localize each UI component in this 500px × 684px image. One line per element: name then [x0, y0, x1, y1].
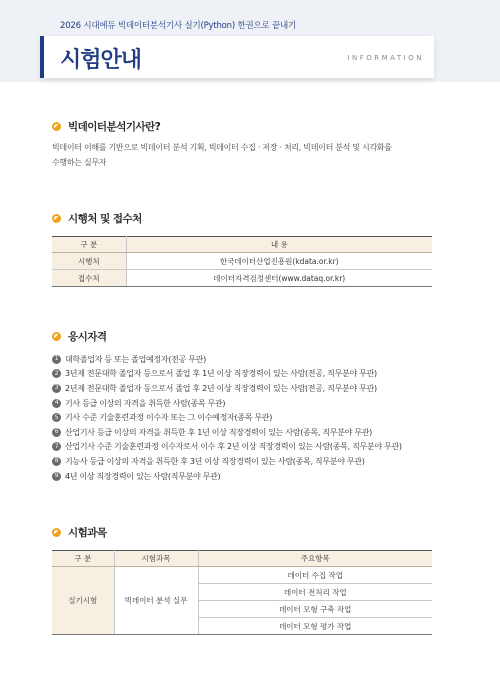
number-badge: 7 — [52, 442, 61, 451]
list-item — [52, 367, 436, 382]
list-item-text: 산업기사 등급 이상의 자격을 취득한 후 1년 이상 직장경력이 있는 사람(종목, 직무분야 무관) — [65, 427, 372, 437]
list-item-text: 2년제 전문대학 졸업자 등으로서 졸업 후 2년 이상 직장경력이 있는 사람(전공, 직무분야 무관) — [65, 383, 377, 393]
list-item — [52, 352, 436, 367]
section-qualification — [52, 328, 436, 483]
row-label: 접수처 — [52, 270, 126, 287]
number-badge: 1 — [52, 355, 61, 364]
row-value: 데이터자격검정센터(www.dataq.or.kr) — [126, 270, 432, 287]
section-bullet-icon — [52, 214, 61, 223]
section-title: 응시자격 — [68, 330, 107, 343]
list-item-text: 기사 수준 기술훈련과정 이수자 또는 그 이수예정자(종목 무관) — [65, 413, 273, 423]
list-item-text: 기사 등급 이상의 자격을 취득한 사람(종목 무관) — [65, 398, 226, 408]
number-badge: 5 — [52, 413, 61, 422]
item-cell: 데이터 모형 평가 작업 — [198, 618, 432, 635]
list-item-text: 3년제 전문대학 졸업자 등으로서 졸업 후 1년 이상 직장경력이 있는 사람(전공, 직무분야 무관) — [65, 369, 377, 379]
description-line: 수행하는 실무자 — [52, 158, 107, 167]
section-heading — [52, 210, 436, 226]
section-bullet-icon — [52, 528, 61, 537]
category-cell: 실기시험 — [52, 567, 114, 635]
section-title: 시행처 및 접수처 — [68, 212, 142, 225]
section-title: 빅데이터분석기사란? — [68, 120, 161, 133]
row-label: 시행처 — [52, 253, 126, 270]
list-item — [52, 396, 436, 411]
list-item — [52, 425, 436, 440]
item-cell: 데이터 전처리 작업 — [198, 584, 432, 601]
list-item — [52, 410, 436, 425]
section-heading — [52, 328, 436, 344]
table-header-cell: 내 용 — [126, 237, 432, 253]
list-item — [52, 440, 436, 455]
list-item — [52, 454, 436, 469]
number-badge: 6 — [52, 428, 61, 437]
table-row — [52, 253, 432, 270]
number-badge: 8 — [52, 457, 61, 466]
qualification-list — [52, 352, 436, 483]
list-item — [52, 381, 436, 396]
description-line: 빅데이터 이해를 기반으로 빅데이터 분석 기획, 빅데이터 수집 · 저장 · 처리, 빅데이터 분석 및 시각화를 — [52, 143, 392, 152]
table-row — [52, 270, 432, 287]
section-heading — [52, 118, 436, 134]
section-intro — [52, 118, 436, 170]
subject-cell: 빅데이터 분석 실무 — [114, 567, 198, 635]
section-description — [52, 140, 436, 170]
number-badge: 4 — [52, 399, 61, 408]
section-label: INFORMATION — [347, 54, 424, 62]
number-badge: 3 — [52, 384, 61, 393]
list-item-text: 산업기사 수준 기술훈련과정 이수자로서 이수 후 2년 이상 직장경력이 있는 사람(종목, 직무분야 무관) — [65, 442, 402, 452]
table-row — [52, 567, 432, 584]
section-title: 시험과목 — [68, 526, 107, 539]
table-header-cell: 주요항목 — [198, 551, 432, 567]
agency-table — [52, 236, 432, 287]
subjects-table — [52, 550, 432, 635]
book-title: 2026 시대에듀 빅데이터분석기사 실기(Python) 한권으로 끝내기 — [60, 21, 297, 31]
list-item-text: 기능사 등급 이상의 자격을 취득한 후 3년 이상 직장경력이 있는 사람(종목, 직무분야 무관) — [65, 456, 365, 466]
item-cell: 데이터 수집 작업 — [198, 567, 432, 584]
section-bullet-icon — [52, 332, 61, 341]
row-value: 한국데이터산업진흥원(kdata.or.kr) — [126, 253, 432, 270]
title-accent-bar — [40, 36, 44, 78]
item-cell: 데이터 모형 구축 작업 — [198, 601, 432, 618]
number-badge: 2 — [52, 369, 61, 378]
list-item-text: 대학졸업자 등 또는 졸업예정자(전공 무관) — [65, 354, 206, 364]
section-bullet-icon — [52, 122, 61, 131]
page-title: 시험안내 — [60, 48, 142, 73]
table-header-cell: 구 분 — [52, 237, 126, 253]
section-subjects — [52, 524, 436, 635]
table-header-cell: 시험과목 — [114, 551, 198, 567]
section-agency — [52, 210, 436, 287]
list-item — [52, 469, 436, 484]
list-item-text: 4년 이상 직장경력이 있는 사람(직무분야 무관) — [65, 471, 221, 481]
section-heading — [52, 524, 436, 540]
number-badge: 9 — [52, 472, 61, 481]
table-header-cell: 구 분 — [52, 551, 114, 567]
